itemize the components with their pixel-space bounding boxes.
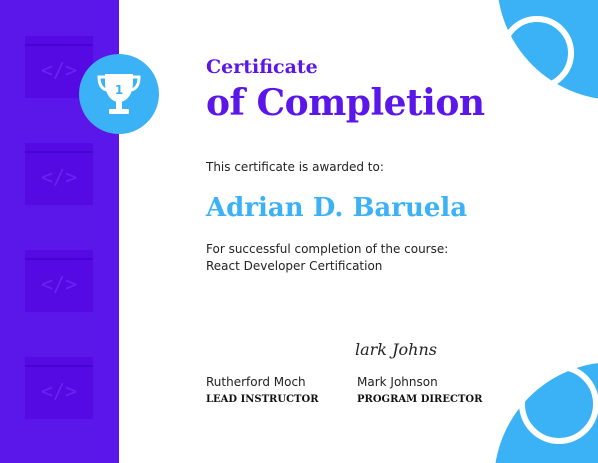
svg-text:1: 1 <box>114 83 124 97</box>
ring-decoration-top <box>500 16 574 90</box>
recipient-name: Adrian D. Baruela <box>206 193 468 223</box>
signer-role-lead: LEAD INSTRUCTOR <box>206 394 319 405</box>
signer-name-lead: Rutherford Moch <box>206 375 306 389</box>
certificate-subtitle: of Completion <box>206 82 485 124</box>
awarded-text: This certificate is awarded to: <box>206 160 384 174</box>
course-name: React Developer Certification <box>206 259 383 273</box>
code-window-icon: </> <box>25 143 93 205</box>
trophy-badge <box>79 54 159 134</box>
signer-name-director: Mark Johnson <box>357 375 438 389</box>
code-window-icon: </> <box>25 36 93 98</box>
ring-decoration-bottom <box>519 364 598 444</box>
certificate-title: Certificate <box>206 56 318 78</box>
code-window-icon: </> <box>25 250 93 312</box>
signature: lark Johns <box>355 340 437 359</box>
course-intro: For successful completion of the course: <box>206 242 449 256</box>
trophy-icon <box>79 54 159 134</box>
signer-role-director: PROGRAM DIRECTOR <box>357 394 483 405</box>
code-window-icon: </> <box>25 357 93 419</box>
